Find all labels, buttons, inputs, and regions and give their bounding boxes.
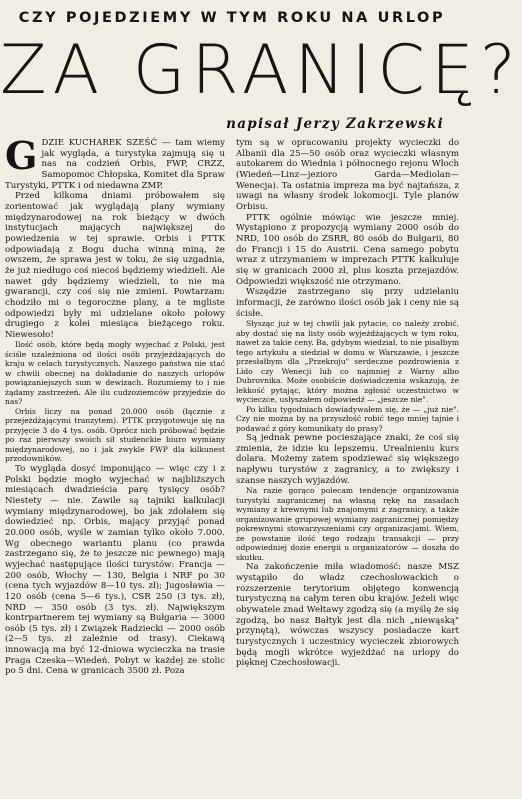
left-column (5, 133, 225, 795)
paragraph: Przed kilkoma dniami próbowałem się zorientować jak wyglądają plany wymiany międzynarodowej na rok bieżący w dwóch instytucjach mających największej do powiedzenia w tej sprawie. Orbis i PTTK odpowiadają z Bogu ducha winną miną, że owszem, że sprawa jest w toku, że się uzgadnia, że już niedługo coś niecoś będziemy wiedzieli. Ale nawet gdy będziemy wiedzieli, to nie ma gwarancji, czy coś się nie zmieni. Powtarzam: chodziło mi o tegoroczne plany, a te mgliste odpowiedzi były mi udzielane około połowy drugiego z kolei miesiąca bieżącego roku. Niewesoło! (5, 191, 225, 340)
small-print-paragraph: Słysząc już w tej chwili jak pytacie, co należy zrobić, aby dostać się na listy osób wyjeżdżających w tym roku, nawet za takie ceny. Ba, gdybym wiedział, to nie pisałbym tego artykułu a siedział w domu w Warszawie, i jeszcze przesłałbym dla „Przekroju" serdeczne pozdrowienia z Lido czy Wenecji lub co najmniej z Warny albo Dubrovnika. Może osobiście doświadczenia wskazują, że lekkość pytając, który można zgłosić uczestnictwo w wycieczce, usłyszałem odpowiedź — „jeszcze nie". (236, 319, 459, 405)
paragraph: Na zakończenie miła wiadomość: nasze MSZ wystąpiło do władz czechosłowackich o rozszerzenie terytorium objętego konwencją turystyczną na całym teren obu krajów. Jeżeli więc obywatele znad Wełtawy zgodzą się (a myślę że się zgodzą, bo nasz Bałtyk jest dla nich „niewąską" przynętą), wówczas wszyscy posiadacze kart turystycznych i uczestnicy wycieczek zbiorowych będą mogli wkrótce wyjeżdżać na urlopy do pięknej Czechosłowacji. (236, 562, 459, 669)
lead-paragraph-text: DZIE KUCHAREK SZEŚĆ — tam wiemy jak wygląda, a turystyka zajmują się u nas na codzień Orbis, FWP, CRZZ, Samopomoc Chłopska, Komitet dla Spraw Turystyki, PTTK i od niedawna ZMP. (5, 138, 225, 191)
drop-cap: G (5, 133, 38, 178)
small-print-paragraph: Po kilku tygodniach dowiadywałem się, że — „już nie". Czy nie można by na przyszłość robić tego mniej tajnie i podawać z góry komunikaty do prasy? (236, 404, 459, 433)
small-print-paragraph: Na razie gorąco polecam tendencje organizowania turystyki zagranicznej na własną rękę na zasadach wymiany z krewnymi lub znajomymi z zagranicy, a także organizowanie grupowej wymiany zagranicznej pomiędzy pokrewnymi stowarzyszeniami czy organizacjami. Wiem, że powstanie ilość tego rodzaju transakcji — przy odpowiedniej dozie energii u organizatorów — doszła do skutku. (236, 486, 459, 562)
small-print-paragraph: Orbis liczy na ponad 20.000 osób (łącznie z przejeżdżającymi tranzytem). PTTK przygotowuje się na przyjęcie 3 do 4 tys. osób. Oprócz nich próbować będzie po raz pierwszy swoich sił studenckie biuro wymiany międzynarodowej, no i jak zwykle FWP dla kilkunest przodowników. (5, 406, 225, 464)
paragraph: Są jednak pewne pocieszające znaki, że coś się zmienia, że idzie ku lepszemu. Urealnieniu kurs dolara. Możemy zatem spodziewać się większego napływu turystów z zagranicy, a to zwiększy i szanse naszych wyjazdów. (236, 433, 459, 486)
kicker-headline: CZY POJEDZIEMY W TYM ROKU NA URLOP (18, 10, 446, 26)
lead-paragraph (5, 133, 225, 191)
paragraph: tym są w opracowaniu projekty wycieczki do Albanii dla 25—50 osób oraz wycieczki własnym autokarem do Wiednia i północnego rejonu Włoch (Wiedeń—Linz—jezioro Garda—Mediolan—Wenecja). Ta ostatnia impreza ma być najtańsza, z uwagi na własny środek lokomocji. Tyle planów Orbisu. (236, 138, 459, 212)
right-column (236, 138, 459, 795)
page-title: ZA GRANICĘ? (0, 31, 522, 110)
small-print-paragraph: Ilość osób, które będą mogły wyjechać z Polski, jest ściśle uzależniona od ilości osób przyjeżdżających do kraju w celach turystycznych. Naszego państwa nie stać w chwili obecnej na dokładanie do naszych urlopów powiązaniejszych sum w dewizach. Rozumiemy to i nie żądamy zastrzeżeń. Ale ilu cudzoziemców przyjedzie do nas? (5, 340, 225, 407)
paragraph: Wszędzie zastrzegano się przy udzielaniu informacji, że zarówno ilości osób jak i ceny nie są ścisłe. (236, 287, 459, 319)
byline: napisał Jerzy Zakrzewski (226, 116, 444, 132)
paragraph: To wygląda dosyć imponująco — więc czy i z Polski będzie mogło wyjechać w najbliższych miesiącach dwadzieścia parę tysięcy osób? Niestety — nie. Zawile są tajniki kalkulacji wymiany międzynarodowej, bo jak zdołałem się dowiedzieć np. Orbis, mający przyjąć ponad 20.000 osób, wyśle w zamian tylko około 7.000. Wg obecnego wariantu planu (co prawda zastrzegano się, że to jeszcze nic pewnego) mają wyjechać następujące ilości turystów: Francja — 200 osób, Włochy — 130, Belgia i NRF po 30 (cena tych wyjazdów 8—10 tys. zł); Jugosławia — 120 osób (cena 5—6 tys.), CSR 250 (3 tys. zł), NRD — 350 osób (3 tys. zł). Największym kontrpartnerem tej wymiany są Bułgaria — 3000 osób (5 tys. zł) i Związek Radziecki — 2000 osób (2—5 tys. zł zależnie od trasy). Ciekawą innowacją ma być 12-dniowa wycieczka na trasie Praga Czeska—Wiedeń. Pobyt w każdej ze stolic po 5 dni. Cena w granicach 3500 zł. Poza (5, 463, 225, 677)
paragraph: PTTK ogólnie mówiąc wie jeszcze mniej. Wystąpiono z propozycją wymiany 2000 osób do NRD, 100 osób do ZSRR, 80 osób do Bułgarii, 80 do Francji i 15 do Austrii. Cena samego pobytu wraz z utrzymaniem w imprezach PTTK kalkuluje się w granicach 2000 zł, plus koszta przejazdów. Odpowiedzi większość nie otrzymano. (236, 212, 459, 287)
